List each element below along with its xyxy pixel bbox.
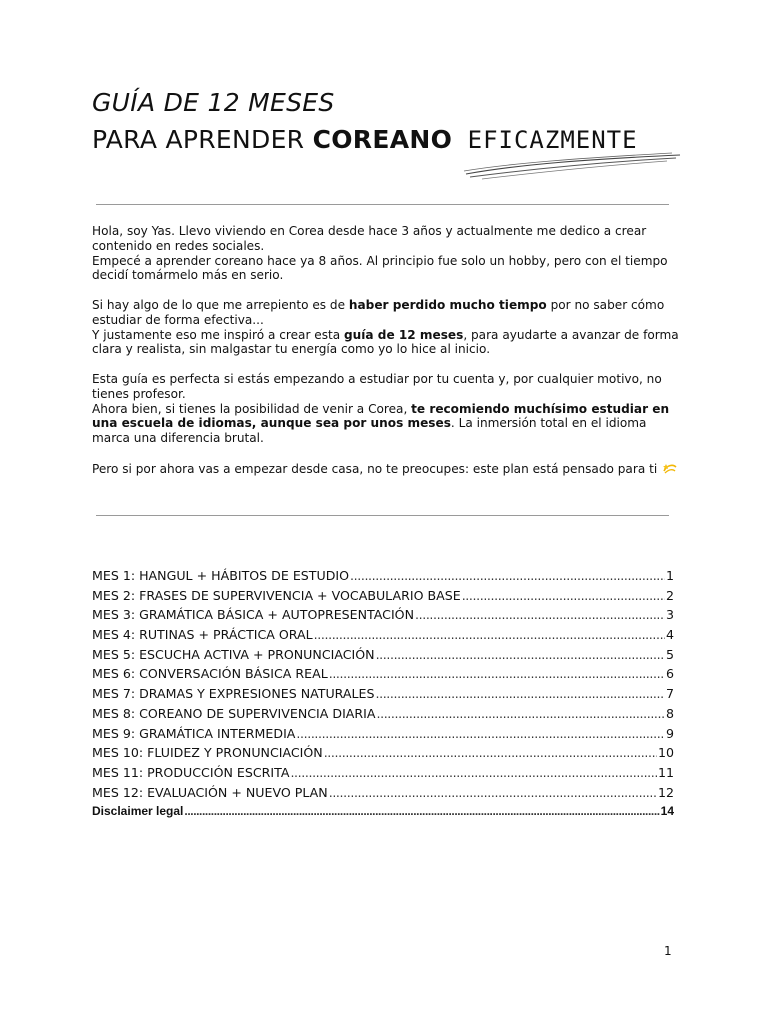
intro-paragraph-1 [92, 224, 680, 283]
toc-entry[interactable] [92, 763, 674, 783]
intro-paragraph-3 [92, 372, 680, 446]
intro-p4: Pero si por ahora vas a empezar desde casa, no te preocupes: este plan está pensado para ti [92, 461, 662, 476]
toc-entry-label: MES 7: DRAMAS Y EXPRESIONES NATURALES [92, 686, 375, 702]
intro-p2-c: por no saber cómo estudiar de forma efectiva... [92, 297, 665, 327]
toc-entry-label: MES 2: FRASES DE SUPERVIVENCIA + VOCABULARIO BASE [92, 587, 461, 603]
toc-entry-page: 5 [665, 646, 674, 662]
intro-paragraph-2 [92, 298, 680, 357]
toc-dot-leader [375, 684, 665, 704]
intro-p2-f: , para ayudarte a avanzar de forma clara y realista, sin malgastar tu energía como yo lo hice al inicio. [92, 327, 679, 357]
toc-dot-leader [376, 704, 665, 724]
title-prefix: PARA APRENDER [92, 125, 313, 154]
title-bold-word: COREANO [312, 125, 453, 154]
toc-entry-label: MES 6: CONVERSACIÓN BÁSICA REAL [92, 666, 328, 682]
toc-dot-leader [376, 645, 665, 665]
toc-entry-page: 2 [665, 587, 674, 603]
toc-entry-page: 14 [660, 804, 674, 819]
toc-dot-leader [350, 566, 665, 586]
toc-entry-page: 8 [665, 705, 674, 721]
toc-entry[interactable] [92, 704, 674, 724]
toc-dot-leader [290, 763, 657, 783]
toc-entry-page: 7 [665, 686, 674, 702]
title-handwritten-word: EFICAZMENTE [452, 126, 638, 154]
toc-dot-leader [314, 625, 665, 645]
toc-entry[interactable] [92, 605, 674, 625]
toc-dot-leader [296, 724, 665, 744]
intro-p2-bold2: guía de 12 meses [344, 327, 464, 342]
toc-entry-page: 4 [665, 627, 674, 643]
toc-entry-label: MES 3: GRAMÁTICA BÁSICA + AUTOPRESENTACIÓN [92, 607, 415, 623]
toc-entry-label: MES 5: ESCUCHA ACTIVA + PRONUNCIACIÓN [92, 646, 375, 662]
toc-entry-label: MES 8: COREANO DE SUPERVIVENCIA DIARIA [92, 705, 376, 721]
underline-scribble [462, 150, 684, 182]
toc-entry-label: MES 4: RUTINAS + PRÁCTICA ORAL [92, 627, 313, 643]
toc-entry-label: Disclaimer legal [92, 804, 184, 819]
toc-dot-leader [184, 802, 659, 822]
toc-entry[interactable] [92, 802, 674, 822]
toc-dot-leader [329, 783, 657, 803]
table-of-contents [92, 566, 674, 822]
dizzy-sparkle-icon [661, 461, 679, 475]
toc-entry-page: 3 [665, 607, 674, 623]
divider-bottom [96, 515, 669, 516]
toc-entry[interactable] [92, 586, 674, 606]
toc-entry[interactable] [92, 664, 674, 684]
intro-p3-b: Ahora bien, si tienes la posibilidad de venir a Corea, [92, 401, 412, 416]
intro-p2-d: Y justamente eso me inspiró a crear esta [92, 327, 345, 342]
toc-entry[interactable] [92, 783, 674, 803]
toc-dot-leader [324, 743, 657, 763]
toc-entry-page: 9 [665, 725, 674, 741]
toc-entry[interactable] [92, 566, 674, 586]
toc-entry-label: MES 1: HANGUL + HÁBITOS DE ESTUDIO [92, 568, 350, 583]
toc-entry-page: 10 [657, 745, 674, 761]
toc-entry-page: 11 [657, 764, 674, 780]
intro-text [92, 224, 680, 491]
toc-entry[interactable] [92, 743, 674, 763]
intro-p1-line2: Empecé a aprender coreano hace ya 8 años. Al principio fue solo un hobby, pero con el tiempo decidí tomármelo más en serio. [92, 253, 668, 283]
toc-entry-label: MES 9: GRAMÁTICA INTERMEDIA [92, 725, 296, 741]
intro-p2-bold1: haber perdido mucho tiempo [348, 297, 547, 312]
toc-entry-page: 6 [665, 666, 674, 682]
toc-dot-leader [462, 586, 665, 606]
page-number: 1 [664, 944, 672, 958]
toc-entry-label: MES 12: EVALUACIÓN + NUEVO PLAN [92, 784, 328, 800]
toc-entry-page: 12 [657, 784, 674, 800]
toc-entry-label: MES 10: FLUIDEZ Y PRONUNCIACIÓN [92, 745, 323, 761]
intro-p1-line1: Hola, soy Yas. Llevo viviendo en Corea desde hace 3 años y actualmente me dedico a crear contenido en redes sociales. [92, 224, 647, 253]
intro-p3-d: . La inmersión total en el idioma marca una diferencia brutal. [92, 416, 647, 446]
toc-dot-leader [329, 664, 665, 684]
toc-entry[interactable] [92, 724, 674, 744]
intro-paragraph-4 [92, 461, 680, 477]
intro-p3-a: Esta guía es perfecta si estás empezando a estudiar por tu cuenta y, por cualquier motivo, no tienes profesor. [92, 371, 662, 401]
guide-title-line1: GUÍA DE 12 MESES [92, 88, 335, 117]
toc-entry[interactable] [92, 645, 674, 665]
intro-p2-a: Si hay algo de lo que me arrepiento es de [92, 297, 349, 312]
toc-entry-label: MES 11: PRODUCCIÓN ESCRITA [92, 764, 290, 780]
toc-entry[interactable] [92, 625, 674, 645]
divider-top [96, 204, 669, 205]
toc-entry-page: 1 [665, 568, 674, 583]
intro-p3-bold: te recomiendo muchísimo estudiar en una escuela de idiomas, aunque sea por unos meses [92, 401, 670, 431]
toc-dot-leader [415, 605, 665, 625]
toc-entry[interactable] [92, 684, 674, 704]
